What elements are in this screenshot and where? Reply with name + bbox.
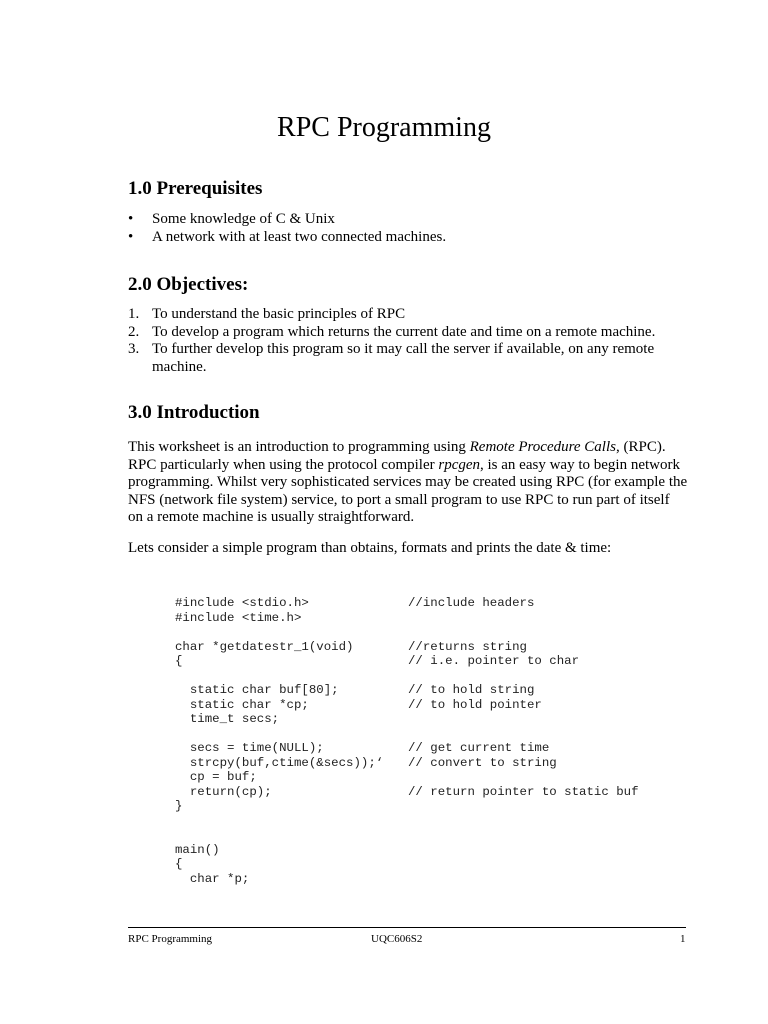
code-line <box>175 828 695 843</box>
code-text: secs = time(NULL); <box>175 741 324 755</box>
code-comment: //include headers <box>408 596 535 610</box>
code-text: char *p; <box>175 871 250 886</box>
footer-rule <box>128 927 686 928</box>
code-text: static char buf[80]; <box>175 683 339 697</box>
list-number: 2. <box>128 323 140 340</box>
code-text: char *getdatestr_1(void) <box>175 639 354 654</box>
list-item-text: To develop a program which returns the current date and time on a remote machine. <box>152 323 656 340</box>
code-line <box>175 640 695 655</box>
code-line <box>175 741 695 756</box>
bullet-marker: • <box>128 228 134 245</box>
code-line <box>175 698 695 713</box>
introduction-heading: 3.0 Introduction <box>128 402 260 423</box>
list-item-text: To further develop this program so it may call the server if available, on any remote machine. <box>152 341 655 375</box>
code-listing <box>175 596 695 886</box>
intro-text: , (RPC). RPC particularly when using the protocol compiler <box>128 439 666 473</box>
code-comment: // to hold pointer <box>408 697 542 712</box>
objectives-list <box>128 306 688 376</box>
objectives-heading: 2.0 Objectives: <box>128 274 249 295</box>
list-number: 3. <box>128 341 140 357</box>
code-line <box>175 727 695 742</box>
code-text: { <box>175 857 183 871</box>
code-line <box>175 669 695 684</box>
code-line <box>175 770 695 785</box>
code-line <box>175 712 695 727</box>
list-item <box>128 211 688 229</box>
list-item-text: To understand the basic principles of RPC <box>152 306 406 322</box>
intro-paragraph-2 <box>128 540 688 558</box>
code-text: } <box>175 799 183 813</box>
prerequisites-list <box>128 211 688 246</box>
code-comment: //returns string <box>408 639 527 654</box>
list-item <box>128 324 688 342</box>
code-comment: // get current time <box>408 741 550 755</box>
code-line <box>175 654 695 669</box>
code-text: time_t secs; <box>175 712 280 726</box>
intro-text: Lets consider a simple program than obtains, formats and prints the date & time: <box>128 540 612 556</box>
list-number: 1. <box>128 306 140 322</box>
intro-emphasis-rpc: Remote Procedure Calls <box>469 439 616 455</box>
list-item <box>128 341 688 376</box>
code-line <box>175 843 695 858</box>
prerequisites-heading: 1.0 Prerequisites <box>128 178 263 199</box>
code-text: #include <time.h> <box>175 610 302 625</box>
code-text: { <box>175 654 183 668</box>
list-item <box>128 306 688 324</box>
code-text: return(cp); <box>175 784 272 799</box>
footer-course-code: UQC606S2 <box>371 933 423 945</box>
code-text: #include <stdio.h> <box>175 596 309 610</box>
intro-text: , is an easy way to begin network programming. Whilst very sophisticated services may be created using RPC (for example the NFS (network file system) service, to port a small program to use RPC to run part of itself on a remote machine is usually straightforward. <box>128 456 688 525</box>
code-comment: // return pointer to static buf <box>408 784 639 799</box>
code-line <box>175 799 695 814</box>
code-text: cp = buf; <box>175 770 257 784</box>
code-line <box>175 785 695 800</box>
intro-emphasis-rpcgen: rpcgen <box>438 456 481 473</box>
list-item <box>128 229 688 247</box>
code-line <box>175 872 695 887</box>
footer-page-number: 1 <box>680 933 686 945</box>
code-line <box>175 596 695 611</box>
page-title: RPC Programming <box>277 112 491 143</box>
code-line <box>175 683 695 698</box>
intro-paragraph <box>128 439 688 527</box>
code-comment: // to hold string <box>408 683 535 697</box>
code-line <box>175 857 695 872</box>
code-line <box>175 814 695 829</box>
code-comment: // convert to string <box>408 755 557 770</box>
code-comment: // i.e. pointer to char <box>408 654 580 668</box>
intro-text: This worksheet is an introduction to programming using <box>128 439 470 455</box>
code-line <box>175 756 695 771</box>
list-item-text: Some knowledge of C & Unix <box>152 211 335 227</box>
footer-title: RPC Programming <box>128 933 213 945</box>
code-line <box>175 625 695 640</box>
list-item-text: A network with at least two connected machines. <box>152 228 447 245</box>
code-text: main() <box>175 842 220 857</box>
code-text: static char *cp; <box>175 697 309 712</box>
code-line <box>175 611 695 626</box>
code-text: strcpy(buf,ctime(&secs));‘ <box>175 755 384 770</box>
bullet-marker: • <box>128 211 134 227</box>
